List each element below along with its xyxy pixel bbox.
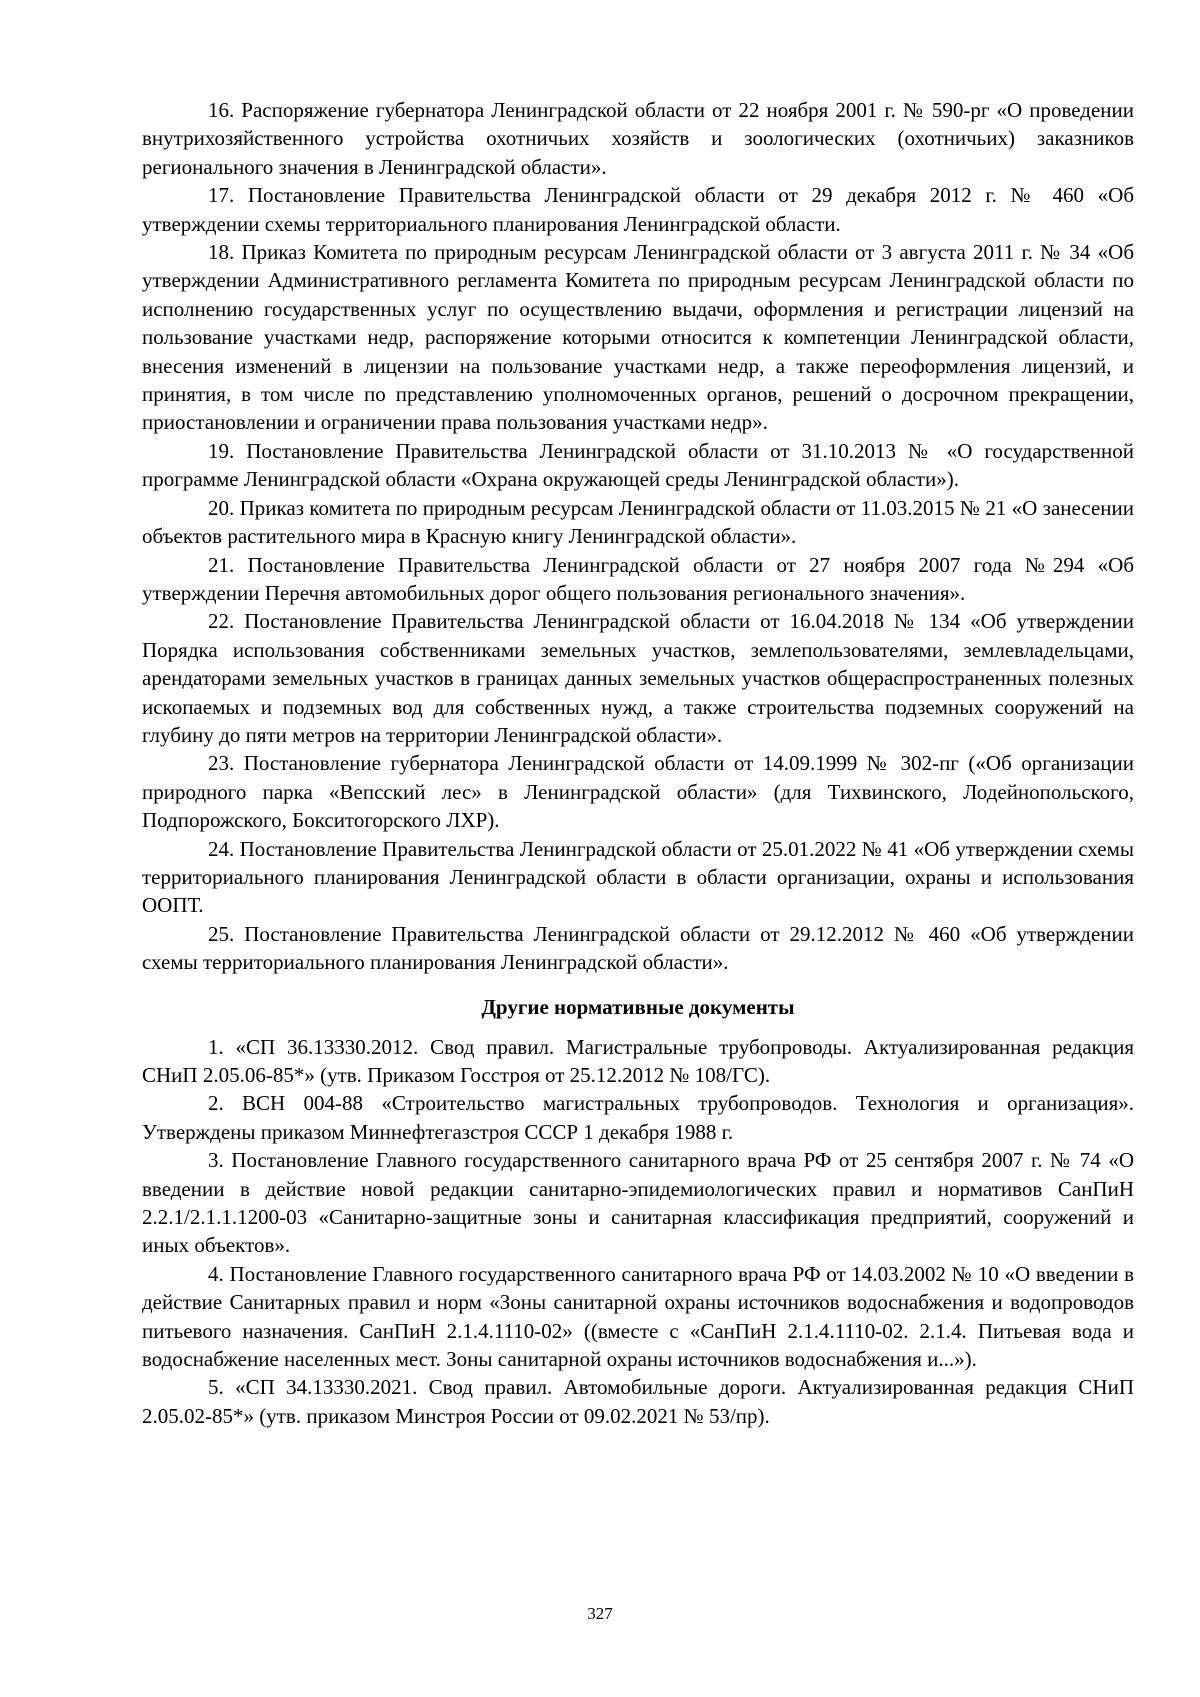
- list-item-23: 23. Постановление губернатора Ленинградской области от 14.09.1999 № 302-пг («Об организации природного парка «Вепсский лес» в Ленинградской области» (для Тихвинского, Лодейнопольского, Подпорожского, Бокситогорского ЛХР).: [142, 751, 1134, 833]
- list-item-21: 21. Постановление Правительства Ленинградской области от 27 ноября 2007 года №294 «Об утверждении Перечня автомобильных дорог общего пользования регионального значения».: [142, 552, 1134, 605]
- page-number: 327: [587, 1604, 613, 1623]
- norm-doc-item-3: 3. Постановление Главного государственного санитарного врача РФ от 25 сентября 2007 г. № 74 «О введении в действие новой редакции санитарно-эпидемиологических правил и нормативов СанПиН 2.2.1/2.1.1.1200-03 «Санитарно-защитные зоны и санитарная классификация предприятий, сооружений и иных объектов».: [142, 1148, 1134, 1258]
- list-item-22: 22. Постановление Правительства Ленинградской области от 16.04.2018 № 134 «Об утверждении Порядка использования собственниками земельных участков, землепользователями, землевладельцами, арендаторами земельных участков в границах данных земельных участков общераспространенных полезных ископаемых и подземных вод для собственных нужд, а также строительства подземных сооружений на глубину до пяти метров на территории Ленинградской области».: [142, 609, 1134, 747]
- normative-documents-list: [142, 1033, 1134, 1431]
- section-heading: Другие нормативные документы: [481, 994, 795, 1019]
- list-item-20: 20. Приказ комитета по природным ресурсам Ленинградской области от 11.03.2015 № 21 «О занесении объектов растительного мира в Красную книгу Ленинградской области».: [142, 495, 1134, 549]
- list-item-17: 17. Постановление Правительства Ленинградской области от 29 декабря 2012 г. № 460 «Об утверждении схемы территориального планирования Ленинградской области.: [142, 183, 1134, 236]
- list-item-25: 25. Постановление Правительства Ленинградской области от 29.12.2012 № 460 «Об утверждении схемы территориального планирования Ленинградской области».: [142, 921, 1134, 975]
- document-page: [142, 96, 1134, 1430]
- list-item-24: 24. Постановление Правительства Ленинградской области от 25.01.2022 № 41 «Об утверждении схемы территориального планирования Ленинградской области в области организации, охраны и использования ООПТ.: [142, 836, 1134, 918]
- norm-doc-item-5: 5. «СП 34.13330.2021. Свод правил. Автомобильные дороги. Актуализированная редакция СНиП 2.05.02-85*» (утв. приказом Минстроя России от 09.02.2021 № 53/пр).: [142, 1375, 1134, 1428]
- list-item-16: 16. Распоряжение губернатора Ленинградской области от 22 ноября 2001 г. № 590-рг «О проведении внутрихозяйственного устройства охотничьих хозяйств и зоологических (охотничьих) заказников регионального значения в Ленинградской области».: [142, 98, 1134, 179]
- norm-doc-item-4: 4. Постановление Главного государственного санитарного врача РФ от 14.03.2002 № 10 «О введении в действие Санитарных правил и норм «Зоны санитарной охраны источников водоснабжения и водопроводов питьевого назначения. СанПиН 2.1.4.1110-02» ((вместе с «СанПиН 2.1.4.1110-02. 2.1.4. Питьевая вода и водоснабжение населенных мест. Зоны санитарной охраны источников водоснабжения и...»).: [142, 1261, 1134, 1372]
- list-item-19: 19. Постановление Правительства Ленинградской области от 31.10.2013 № «О государственной программе Ленинградской области «Охрана окружающей среды Ленинградской области»).: [142, 438, 1134, 492]
- regional-acts-list: [142, 96, 1134, 977]
- list-item-18: 18. Приказ Комитета по природным ресурсам Ленинградской области от 3 августа 2011 г. № 34 «Об утверждении Административного регламента Комитета по природным ресурсам Ленинградской области по исполнению государственных услуг по осуществлению выдачи, оформления и регистрации лицензий на пользование участками недр, распоряжение которыми относится к компетенции Ленинградской области, внесения изменений в лицензии на пользование участками недр, а также переоформления лицензий, и принятия, в том числе по представлению уполномоченных органов, решений о досрочном прекращении, приостановлении и ограничении права пользования участками недр».: [142, 240, 1134, 435]
- norm-doc-item-1: 1. «СП 36.13330.2012. Свод правил. Магистральные трубопроводы. Актуализированная редакция СНиП 2.05.06-85*» (утв. Приказом Госстроя от 25.12.2012 № 108/ГС).: [142, 1034, 1134, 1087]
- norm-doc-item-2: 2. ВСН 004-88 «Строительство магистральных трубопроводов. Технология и организация». Утверждены приказом Миннефтегазстроя СССР 1 декабря 1988 г.: [142, 1091, 1134, 1144]
